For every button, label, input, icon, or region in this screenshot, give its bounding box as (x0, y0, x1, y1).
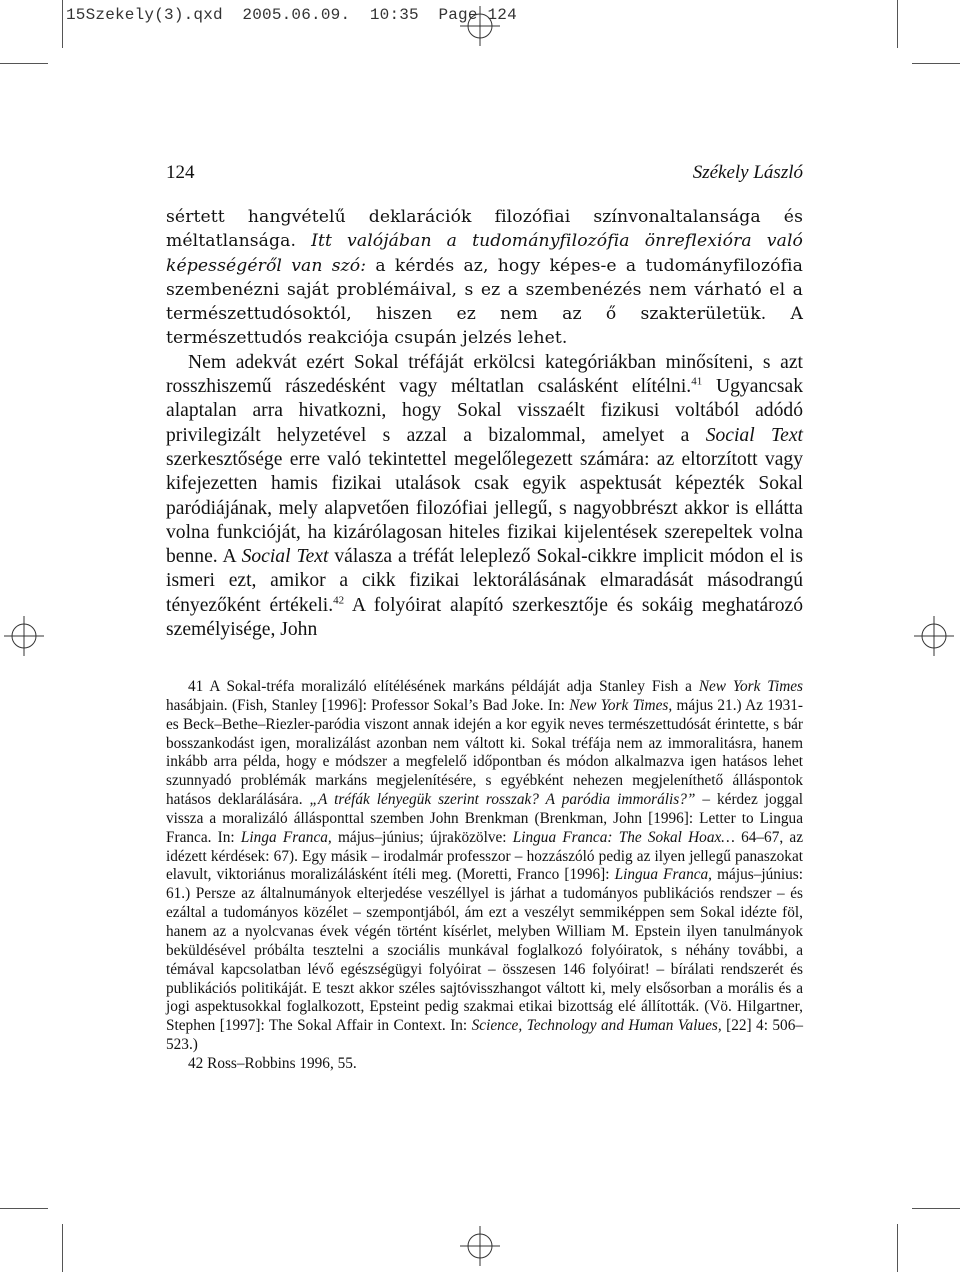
footnote-ref-42: 42 (333, 594, 345, 607)
crop-mark-bottom-left-horizontal (0, 1208, 48, 1209)
journal-title-social-text: Social Text (705, 424, 803, 446)
footnote-41-italic-j: Lingua Franca: The Sokal Hoax… (512, 828, 735, 846)
footnote-41-text-i: május–június; újraközölve: (331, 828, 513, 846)
footnote-41-italic-d: New York Times, (569, 696, 673, 714)
crop-mark-top-left-horizontal (0, 63, 48, 64)
crop-mark-top-left-vertical (62, 0, 63, 48)
footnote-41 (166, 678, 803, 1055)
crop-mark-bottom-right-vertical (897, 1224, 898, 1272)
paragraph-2-text-f: válasza a tréfát leleplező Sokal-cikkre implicit módon el is ismeri ezt, amikor a cikk fizikai lektorálásának elmaradását másodrangú tényezőként értékeli. (166, 546, 803, 616)
registration-mark-left (4, 616, 44, 656)
paragraph-1-emphasis: Itt valójában a tudományfilozófia önreflexióra való képességéről van szó: (166, 231, 803, 276)
paragraph-2-text-g: A folyóirat alapító szerkesztője és sokáig meghatározó személyisége, John (166, 594, 804, 641)
footnote-41-text-m: május–június: 61.) Persze az általnumányok elterjedése veszéllyel is járhat a tudományos publikációs rendszer – és ezáltal a tudományos közélet – szempontjából, ám ezt a veszélyt semmiképpen sem Sokal idézte föl, hanem az a nyolcvanas évek végén történt kísérlet, melyben William M. Epstein ilyen tanulmányok beküldésével próbálta tesztelni a szociális munkával foglalkozó folyóiratok, s néhány további, a témával kapcsolatban lévő egészségügyi folyóirat – összesen 146 folyóirat! – bírálati rendszerét és publikációs politikáját. E teszt akkor széles sajtóvisszhangot váltott ki, mely elsősorban a morális és a jogi aspektusokkal foglalkozott, Epsteint pedig szakmai etikai bizottság elé állították. (Vö. Hilgartner, Stephen [1997]: The Sokal Affair in Context. In: (166, 866, 803, 1035)
footnote-41-italic-f: „A tréfák lényegük szerint rosszak? A paródia immorális?” (309, 791, 696, 809)
crop-mark-bottom-right-horizontal (912, 1208, 960, 1209)
paragraph-2-text-d: szerkesztősége erre való tekintettel megelőlegezett számára: az eltorzított vagy kifejezetten hamis fizikai utalások csak egyik aspektusát képezték Sokal paródiájának, mely alapvetően filozófiai jellegű, s nagyobbrészt akkor is ellátta volna funkcióját, ha kizárólagosan hiteles fizikai kijelentések szerepeltek volna benne. A (166, 448, 803, 568)
running-head-author: Székely László (692, 162, 803, 183)
footnote-41-italic-b: New York Times (698, 678, 803, 695)
footnote-41-text-a: 41 A Sokal-tréfa moralizáló elítélésének markáns példáját adja Stanley Fish a (188, 678, 699, 695)
paragraph-1-text-c: a kérdés az, hogy képes-e a tudományfilozófia szembenézni saját problémáival, s ez a szembenézés nem várható el a természettudósoktól, hiszen ez nem az ő szakterületük. A természettudós reakciója csupán jelzés lehet. (166, 255, 804, 349)
registration-mark-top (460, 6, 500, 46)
footnote-41-text-e: május 21.) Az 1931-es Beck–Bethe–Riezler-paródia viszont annak idején a kor egyik neves természettudósát érintette, s bár bosszankodást igen, moralizálást azonban nem váltott ki. Sokal tréfája nem az immoralitásra, hanem inkább arra példa, hogy e módszer a megfelelő időpontban és módon alkalmazva igen hatásos lehet szunnyadó problémák markáns megjelenítésére, s egyébként nehezen megjeleníthető álláspontok hatásos deklarálására. (166, 696, 803, 809)
footnote-41-text-g: – kérdez joggal vissza a moralizáló állásponttal szemben John Brenkman (Brenkman, John [1996]: Letter to Lingua Franca. In: (166, 791, 803, 846)
paragraph-2-text-a: Nem adekvát ezért Sokal tréfáját erkölcsi kategóriákban minősíteni, s azt rosszhiszemű rászedésként vagy méltatlan csalásként elítélni. (166, 351, 803, 398)
paragraph-1-text-a: sértett hangvételű deklarációk filozófiai színvonaltalansága és méltatlansága. (166, 207, 803, 252)
footnote-42: 42 Ross–Robbins 1996, 55. (188, 1054, 357, 1072)
file-slug: 15Szekely(3).qxd 2005.06.09. 10:35 Page 124 (66, 6, 517, 24)
crop-mark-top-right-vertical (897, 0, 898, 48)
journal-title-social-text-2: Social Text (241, 546, 329, 568)
crop-mark-bottom-left-vertical (62, 1224, 63, 1272)
footnote-ref-41: 41 (691, 375, 703, 388)
main-text (166, 205, 803, 642)
paragraph-2-text-b: Ugyancsak alaptalan arra hivatkozni, hogy Sokal visszaélt fizikusi voltából adódó privilegizált helyzetével s azzal a bizalommal, amelyet a (166, 376, 804, 446)
crop-mark-top-right-horizontal (912, 63, 960, 64)
footnote-41-text-k: 64–67, az idézett kérdések: 67). Egy másik – irodalmár professzor – hozzászóló pedig az ilyen jellegű panaszokat elavult, viktoriánus moralizálásként ítéli meg. (Moretti, Franco [1996]: (166, 828, 803, 884)
paragraph-2 (166, 351, 803, 643)
page-number: 124 (166, 162, 195, 183)
footnote-41-italic-h: Linga Franca, (240, 828, 332, 846)
registration-mark-right (914, 616, 954, 656)
footnotes (166, 678, 803, 1074)
footnote-41-italic-l: Lingua Franca, (614, 866, 712, 884)
footnote-41-italic-n: Science, Technology and Human Values, (471, 1017, 722, 1035)
registration-mark-bottom (460, 1226, 500, 1266)
footnote-41-text-o: [22] 4: 506–523.) (166, 1017, 803, 1054)
paragraph-1 (166, 205, 803, 351)
footnote-41-text-c: hasábjain. (Fish, Stanley [1996]: Professor Sokal’s Bad Joke. In: (166, 696, 570, 714)
